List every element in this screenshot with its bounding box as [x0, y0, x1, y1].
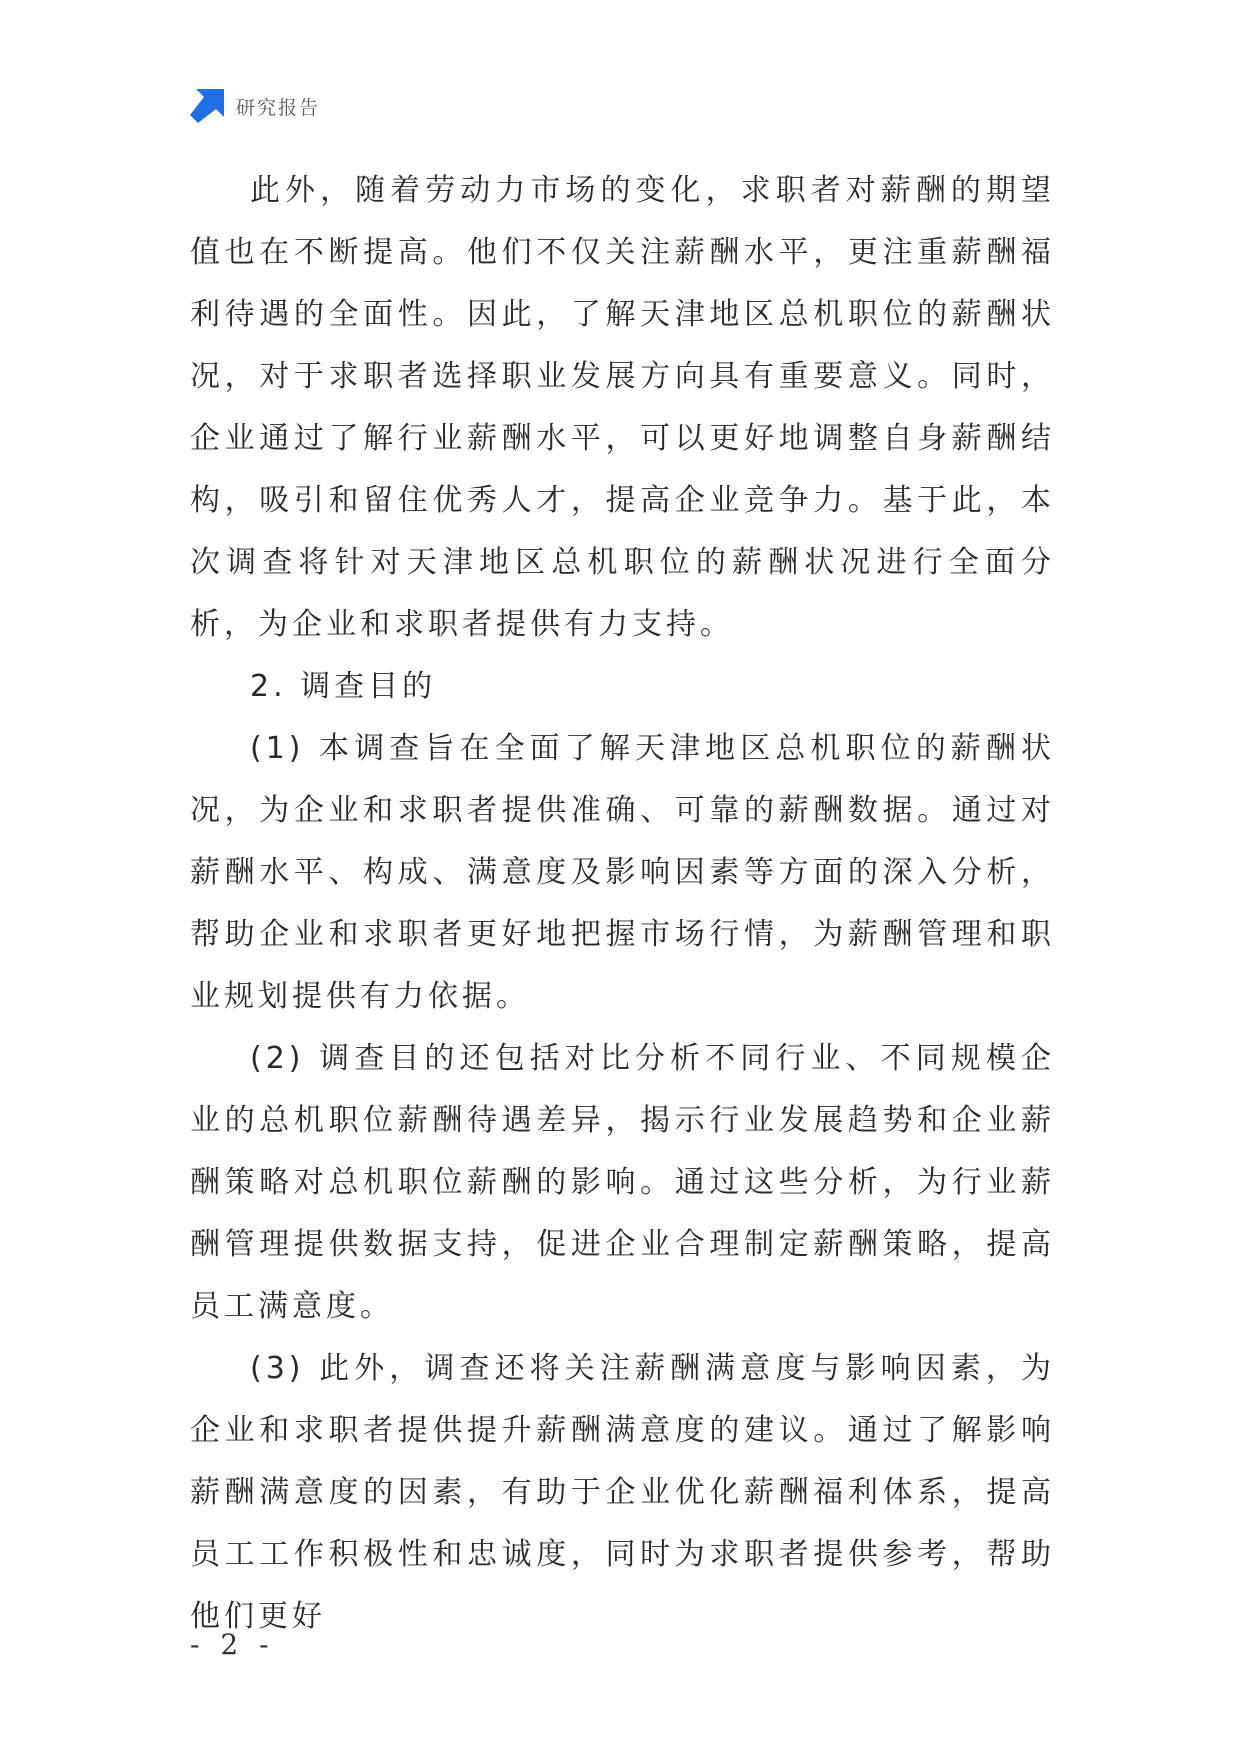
- paragraph-purpose-1: (1) 本调查旨在全面了解天津地区总机职位的薪酬状况，为企业和求职者提供准确、可靠的薪酬数据。通过对薪酬水平、构成、满意度及影响因素等方面的深入分析，帮助企业和求职者更好地把握市场行情，为薪酬管理和职业规划提供有力依据。: [190, 731, 1055, 1014]
- page-number: - 2 -: [190, 1628, 275, 1661]
- section-heading: 2. 调查目的: [250, 669, 437, 704]
- arrow-up-right-icon: [190, 89, 224, 123]
- paragraph-purpose-2: (2) 调查目的还包括对比分析不同行业、不同规模企业的总机职位薪酬待遇差异，揭示行业发展趋势和企业薪酬策略对总机职位薪酬的影响。通过这些分析，为行业薪酬管理提供数据支持，促进企业合理制定薪酬策略，提高员工满意度。: [190, 1041, 1055, 1324]
- paragraph-purpose-3: (3) 此外，调查还将关注薪酬满意度与影响因素，为企业和求职者提供提升薪酬满意度的建议。通过了解影响薪酬满意度的因素，有助于企业优化薪酬福利体系，提高员工工作积极性和忠诚度，同时为求职者提供参考，帮助他们更好: [190, 1351, 1055, 1634]
- document-body: [190, 160, 1055, 1648]
- page-header: [190, 86, 320, 126]
- header-label: 研究报告: [236, 96, 321, 119]
- paragraph-intro: 此外，随着劳动力市场的变化，求职者对薪酬的期望值也在不断提高。他们不仅关注薪酬水平，更注重薪酬福利待遇的全面性。因此，了解天津地区总机职位的薪酬状况，对于求职者选择职业发展方向具有重要意义。同时，企业通过了解行业薪酬水平，可以更好地调整自身薪酬结构，吸引和留住优秀人才，提高企业竞争力。基于此，本次调查将针对天津地区总机职位的薪酬状况进行全面分析，为企业和求职者提供有力支持。: [190, 173, 1055, 642]
